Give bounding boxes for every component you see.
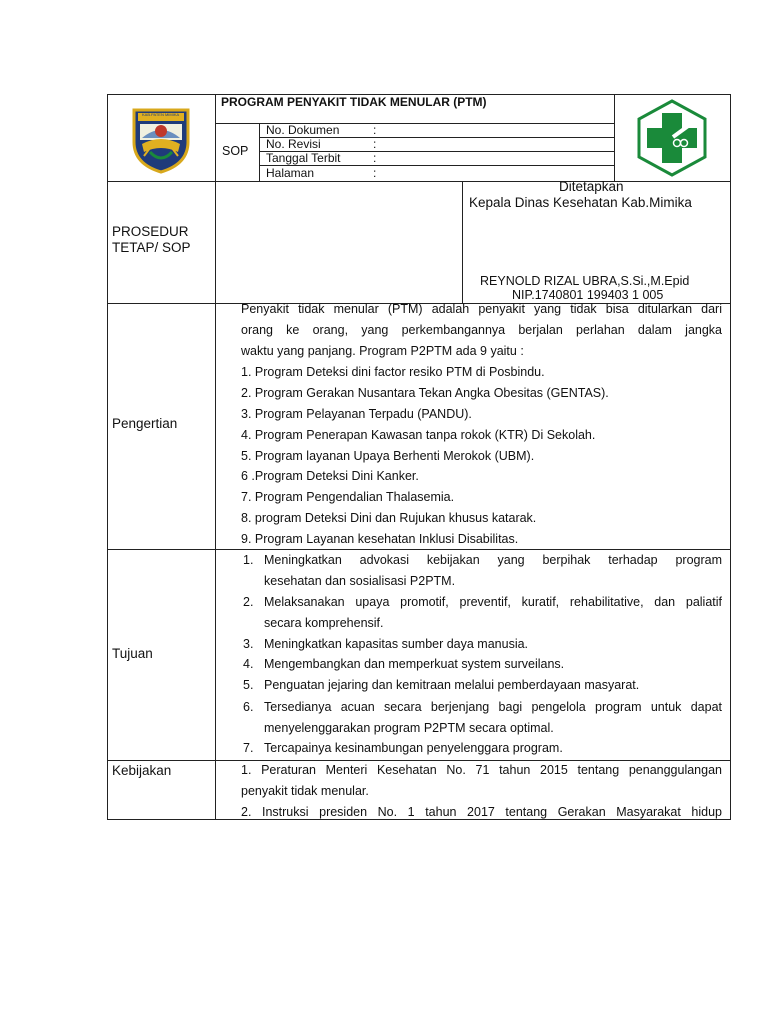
pengertian-line: Penyakit tidak menular (PTM) adalah penyakit yang tidak bisa ditularkan dari: [241, 302, 722, 316]
doc-row-label: No. Revisi: [266, 137, 321, 151]
tujuan-item-line: menyelenggarakan program P2PTM secara optimal.: [264, 721, 554, 735]
doc-row-sep: :: [373, 166, 377, 180]
pengertian-item: 1. Program Deteksi dini factor resiko PTM di Posbindu.: [241, 365, 545, 379]
ditetapkan-label: Ditetapkan: [559, 179, 624, 194]
tujuan-number: 3.: [243, 637, 254, 651]
kebijakan-line: 1. Peraturan Menteri Kesehatan No. 71 tahun 2015 tentang penanggulangan: [241, 763, 722, 777]
tujuan-item-line: kesehatan dan sosialisasi P2PTM.: [264, 574, 456, 588]
pengertian-item: 2. Program Gerakan Nusantara Tekan Angka Obesitas (GENTAS).: [241, 386, 609, 400]
column-divider-approval: [462, 181, 463, 303]
health-cross-logo: [633, 99, 711, 177]
doc-row-label: Halaman: [266, 166, 315, 180]
tujuan-item-line: secara komprehensif.: [264, 616, 384, 630]
column-divider-left: [215, 94, 216, 820]
tujuan-number: 2.: [243, 595, 254, 609]
doc-row-sep: :: [373, 123, 377, 137]
pengertian-item: 3. Program Pelayanan Terpadu (PANDU).: [241, 407, 472, 421]
pengertian-line: waktu yang panjang. Program P2PTM ada 9 yaitu :: [241, 344, 524, 358]
pengertian-item: 6 .Program Deteksi Dini Kanker.: [241, 469, 419, 483]
table-border-left: [107, 94, 108, 820]
pengertian-item: 7. Program Pengendalian Thalasemia.: [241, 490, 455, 504]
tujuan-item-line: Meningkatkan kapasitas sumber daya manusia.: [264, 637, 529, 651]
doc-row-label: No. Dokumen: [266, 123, 340, 137]
tujuan-item-line: Penguatan jejaring dan kemitraan melalui pemberdayaan masyarat.: [264, 678, 640, 692]
tujuan-number: 1.: [243, 553, 254, 567]
kebijakan-line: 2. Instruksi presiden No. 1 tahun 2017 tentang Gerakan Masyarakat hidup: [241, 805, 722, 819]
row-separator-header: [107, 181, 731, 182]
pengertian-item: 9. Program Layanan kesehatan Inklusi Disabilitas.: [241, 532, 519, 546]
section-label-prosedur: PROSEDUR TETAP/ SOP: [112, 224, 191, 255]
seal-inscription: KAB.PATEN MIMIKA: [142, 112, 180, 117]
tujuan-number: 6.: [243, 700, 254, 714]
column-divider-sop: [259, 123, 260, 181]
doc-row-sep: :: [373, 137, 377, 151]
tujuan-number: 4.: [243, 657, 254, 671]
section-label-pengertian: Pengertian: [112, 416, 178, 431]
pengertian-line: orang ke orang, yang perkembangannya berjalan perlahan dalam jangka: [241, 323, 722, 337]
pengertian-item: 4. Program Penerapan Kawasan tanpa rokok (KTR) Di Sekolah.: [241, 428, 596, 442]
tujuan-item-line: Tercapainya kesinambungan penyelenggara program.: [264, 741, 563, 755]
kebijakan-line: penyakit tidak menular.: [241, 784, 369, 798]
doc-row-sep: :: [373, 151, 377, 165]
pengertian-item: 8. program Deteksi Dini dan Rujukan khusus katarak.: [241, 511, 537, 525]
pengertian-item: 5. Program layanan Upaya Berhenti Merokok (UBM).: [241, 449, 535, 463]
tujuan-number: 7.: [243, 741, 254, 755]
official-nip: NIP.1740801 199403 1 005: [512, 288, 664, 302]
official-name: REYNOLD RIZAL UBRA,S.Si.,M.Epid: [480, 274, 690, 288]
tujuan-item-line: Melaksanakan upaya promotif, preventif, kuratif, rehabilitative, dan paliatif: [264, 595, 722, 609]
section-label-kebijakan: Kebijakan: [112, 763, 172, 778]
doc-row-label: Tanggal Terbit: [266, 151, 341, 165]
sop-label: SOP: [222, 144, 249, 158]
table-border-bottom: [107, 819, 731, 820]
tujuan-item-line: Meningkatkan advokasi kebijakan yang berpihak terhadap program: [264, 553, 722, 567]
tujuan-item-line: Mengembangkan dan memperkuat system surveilans.: [264, 657, 565, 671]
regency-seal-logo: [128, 104, 194, 174]
office-title: Kepala Dinas Kesehatan Kab.Mimika: [469, 195, 692, 210]
table-border-right: [730, 94, 731, 820]
tujuan-item-line: Tersedianya acuan secara berjenjang bagi pengelola program untuk dapat: [264, 700, 722, 714]
tujuan-number: 5.: [243, 678, 254, 692]
section-label-tujuan: Tujuan: [112, 646, 153, 661]
document-title: PROGRAM PENYAKIT TIDAK MENULAR (PTM): [221, 95, 487, 109]
